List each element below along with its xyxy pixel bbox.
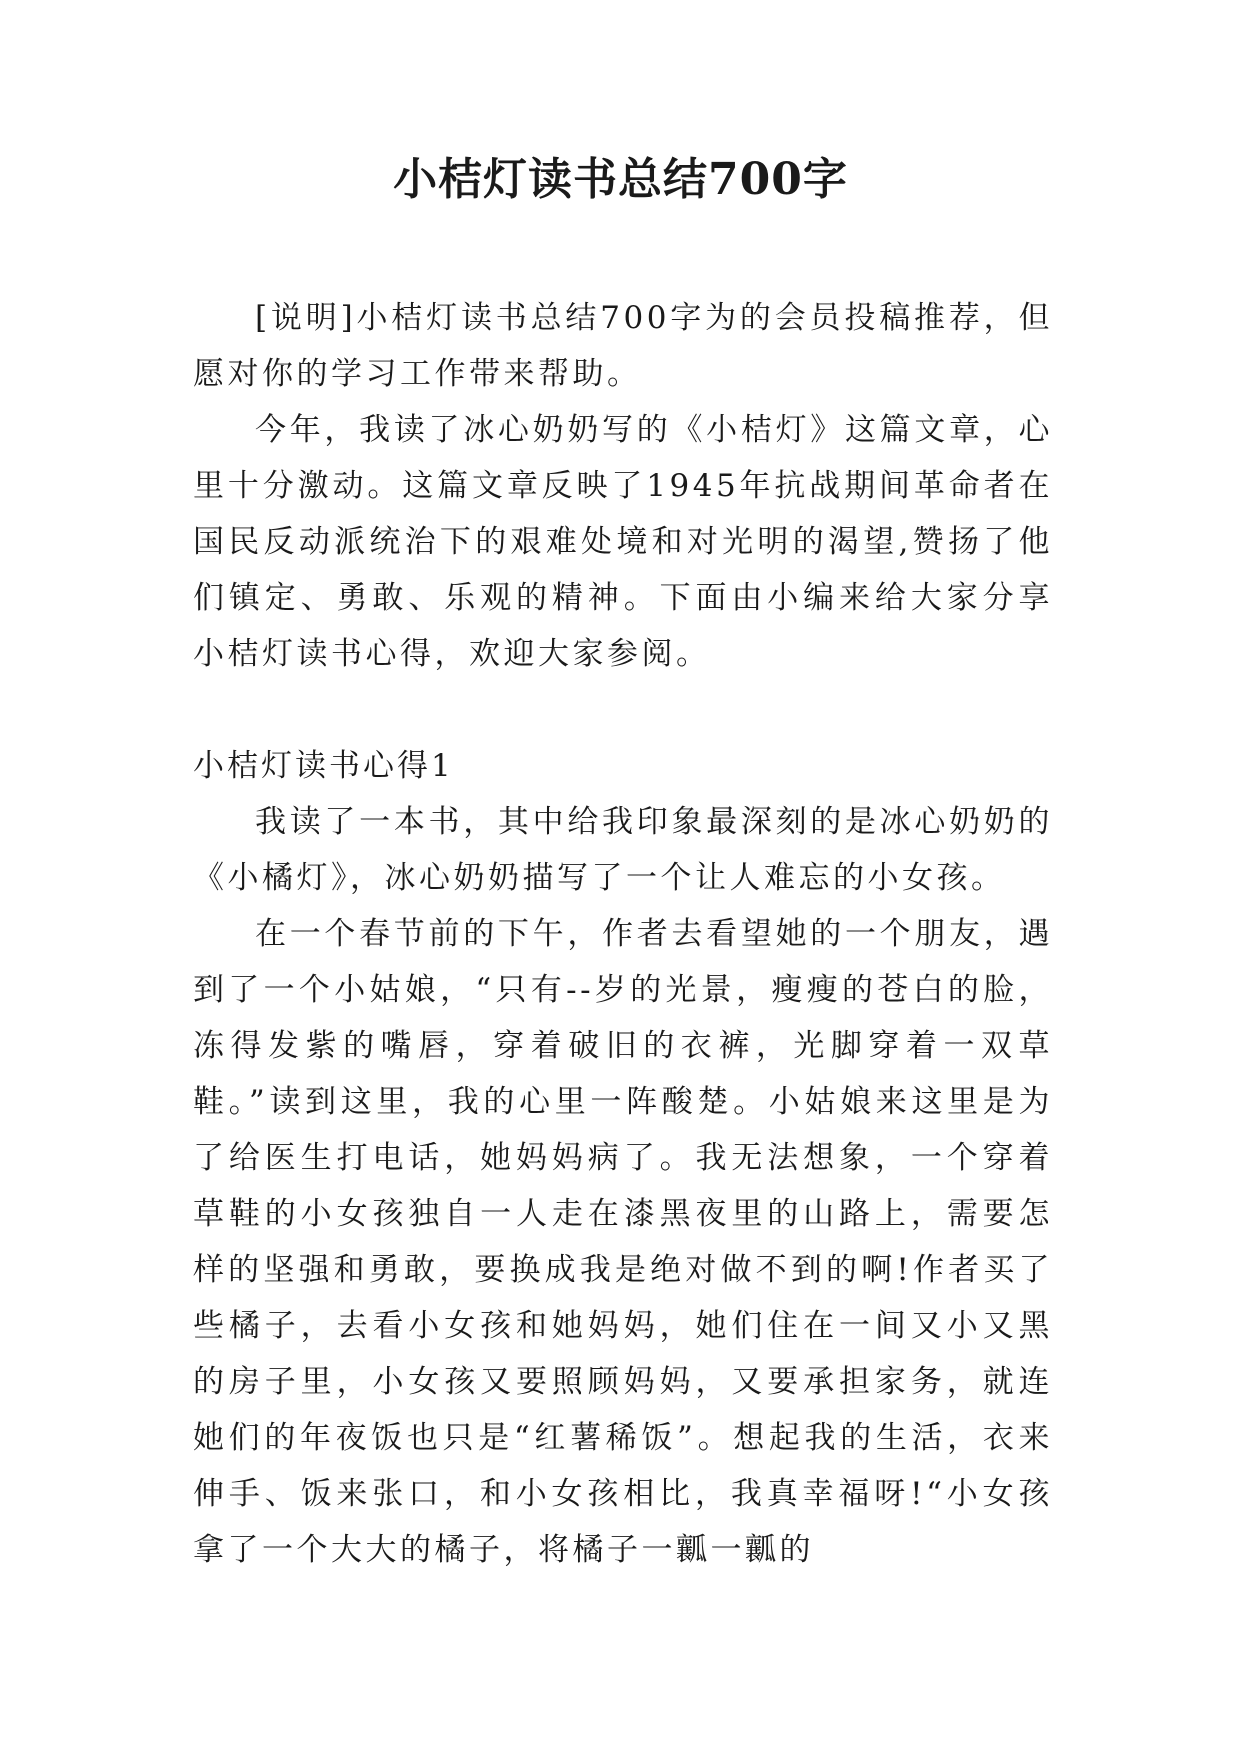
section-paragraph: 在一个春节前的下午，作者去看望她的一个朋友，遇到了一个小姑娘，“只有--岁的光景，瘦瘦的苍白的脸，冻得发紫的嘴唇，穿着破旧的衣裤，光脚穿着一双草鞋。”读到这里，我的心里一阵酸楚。小姑娘来这里是为了给医生打电话，她妈妈病了。我无法想象，一个穿着草鞋的小女孩独自一人走在漆黑夜里的山路上，需要怎样的坚强和勇敢，要换成我是绝对做不到的啊!作者买了些橘子，去看小女孩和她妈妈，她们住在一间又小又黑的房子里，小女孩又要照顾妈妈，又要承担家务，就连她们的年夜饭也只是“红薯稀饭”。想起我的生活，衣来伸手、饭来张口，和小女孩相比，我真幸福呀!“小女孩拿了一个大大的橘子，将橘子一瓤一瓤的 (193, 916, 1053, 1568)
document-body (193, 290, 1053, 1578)
document-title: 小桔灯读书总结700字 (393, 154, 848, 205)
intro-paragraph: 今年，我读了冰心奶奶写的《小桔灯》这篇文章，心里十分激动。这篇文章反映了1945年抗战期间革命者在国民反动派统治下的艰难处境和对光明的渴望,赞扬了他们镇定、勇敢、乐观的精神。下面由小编来给大家分享小桔灯读书心得，欢迎大家参阅。 (193, 412, 1053, 672)
section-paragraph: 我读了一本书，其中给我印象最深刻的是冰心奶奶的《小橘灯》，冰心奶奶描写了一个让人难忘的小女孩。 (193, 804, 1053, 896)
intro-paragraph: [说明]小桔灯读书总结700字为的会员投稿推荐，但愿对你的学习工作带来帮助。 (193, 300, 1053, 392)
section-heading: 小桔灯读书心得1 (193, 748, 454, 784)
